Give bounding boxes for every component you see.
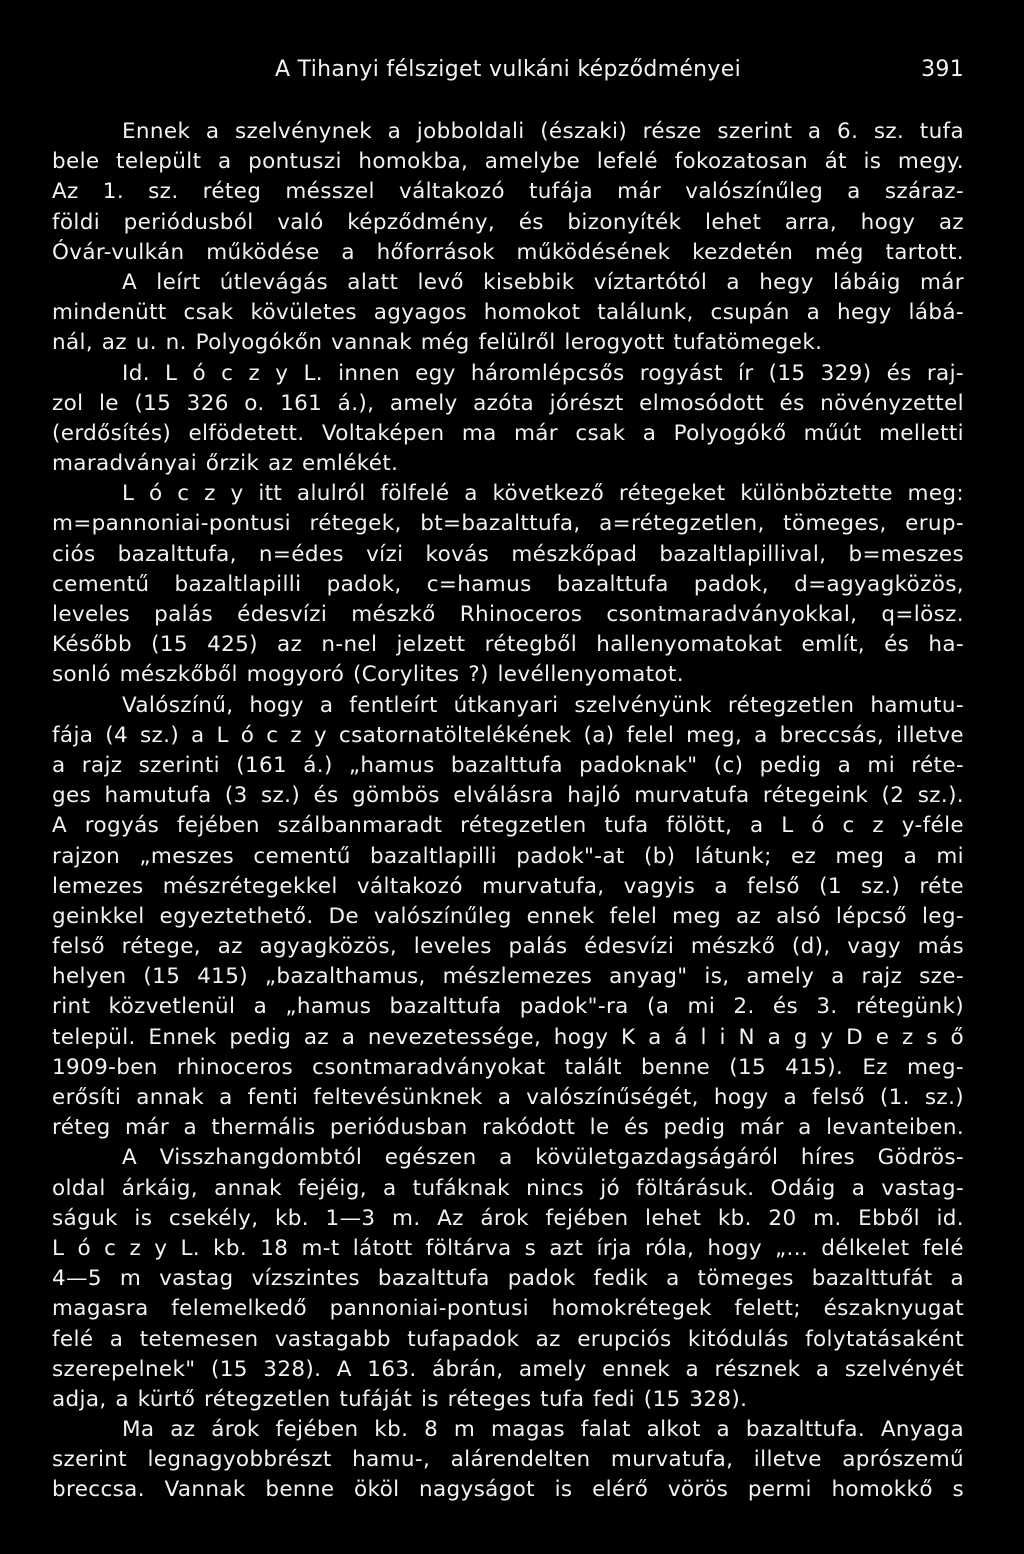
text-line: bele települt a pontuszi homokba, amelybe lefelé fokozatosan át is megy. xyxy=(52,149,964,175)
text-line: Az 1. sz. réteg mésszel váltakozó tufája már valószínűleg a száraz- xyxy=(52,179,964,205)
body-text xyxy=(52,117,964,1506)
text-line: Ennek a szelvénynek a jobboldali (északi) része szerint a 6. sz. tufa xyxy=(122,119,964,144)
text-line: erősíti annak a fenti feltevésünknek a valószínűségét, hogy a felső (1. sz.) xyxy=(52,1085,964,1110)
text-line: sonló mészkőből mogyoró (Corylites ?) levéllenyomatot. xyxy=(52,662,684,688)
text-line: L ó c z y itt alulról fölfelé a következő rétegeket különböztette meg: xyxy=(122,481,964,507)
text-line: mindenütt csak kövületes agyagos homokot találunk, csupán a hegy lábá- xyxy=(52,300,964,326)
text-line: cementű bazaltlapilli padok, c=hamus bazalttufa padok, d=agyagközös, xyxy=(52,571,964,597)
text-line: 1909-ben rhinoceros csontmaradványokat talált benne (15 415). Ez meg- xyxy=(52,1054,964,1080)
text-line: felső rétege, az agyagközös, leveles palás édesvízi mészkő (d), vagy más xyxy=(52,934,964,960)
text-line: nál, az u. n. Polyogókőn vannak még felülről lerogyott tufatömegek. xyxy=(52,330,823,356)
text-line: ges hamutufa (3 sz.) és gömbös elválásra hajló murvatufa rétegeink (2 sz.). xyxy=(52,783,964,809)
text-line: breccsa. Vannak benne ököl nagyságot is elérő vörös permi homokkő s xyxy=(52,1477,964,1503)
text-line: lemezes mészrétegekkel váltakozó murvatufa, vagyis a felső (1 sz.) réte xyxy=(52,873,964,899)
text-line: Óvár-vulkán működése a hőforrások működésének kezdetén még tartott. xyxy=(52,239,964,265)
text-line: rajzon „meszes cementű bazaltlapilli padok"-at (b) látunk; ez meg a mi xyxy=(52,843,964,869)
text-line: magasra felemelkedő pannoniai-pontusi homokrétegek felett; északnyugat xyxy=(52,1296,964,1322)
page-header xyxy=(52,57,964,91)
text-line: helyen (15 415) „bazalthamus, mészlemezes anyag" is, amely a rajz sze- xyxy=(52,964,964,990)
text-line: Valószínű, hogy a fentleírt útkanyari szelvényünk rétegzetlen hamutu- xyxy=(122,692,964,718)
text-line: A rogyás fejében szálbanmaradt rétegzetlen tufa fölött, a L ó c z y-féle xyxy=(52,813,964,839)
running-title: A Tihanyi félsziget vulkáni képződményei xyxy=(274,57,741,82)
text-line: adja, a kürtő rétegzetlen tufáját is réteges tufa fedi (15 328). xyxy=(52,1386,748,1412)
text-line: ciós bazalttufa, n=édes vízi kovás mészkőpad bazaltlapillival, b=meszes xyxy=(52,541,964,567)
text-line: Később (15 425) az n-nel jelzett rétegből hallenyomatokat említ, és ha- xyxy=(52,632,964,658)
text-line: rint közvetlenül a „hamus bazalttufa padok"-ra (a mi 2. és 3. rétegünk) xyxy=(52,994,964,1020)
text-line: (erdősítés) elfödetett. Voltaképen ma már csak a Polyogókő műút melletti xyxy=(52,420,964,446)
text-line: A Visszhangdombtól egészen a kövületgazdagságáról híres Gödrös- xyxy=(122,1145,964,1171)
text-line: szerepelnek" (15 328). A 163. ábrán, amely ennek a résznek a szelvényét xyxy=(52,1356,964,1382)
text-line: a rajz szerinti (161 á.) „hamus bazalttufa padoknak" (c) pedig a mi réte- xyxy=(52,752,964,778)
text-line: réteg már a thermális periódusban rakódott le és pedig már a levanteiben. xyxy=(52,1115,964,1141)
page-number: 391 xyxy=(921,57,964,82)
text-line: szerint legnagyobbrészt hamu-, alárendelten murvatufa, illetve aprószemű xyxy=(52,1447,964,1473)
text-line: A leírt útlevágás alatt levő kisebbik víztartótól a hegy lábáig már xyxy=(122,269,964,295)
text-line: L ó c z y L. kb. 18 m-t látott föltárva s azt írja róla, hogy „... délkelet felé xyxy=(52,1235,964,1261)
text-line: Id. L ó c z y L. innen egy háromlépcsős rogyást ír (15 329) és raj- xyxy=(122,360,964,386)
text-line: földi periódusból való képződmény, és bizonyíték lehet arra, hogy az xyxy=(52,209,964,235)
text-line: oldal árkáig, annak fejéig, a tufáknak nincs jó föltárásuk. Odáig a vastag- xyxy=(52,1175,964,1201)
text-line: geinkkel egyeztethető. De valószínűleg ennek felel meg az alsó lépcső leg- xyxy=(52,903,964,929)
text-line: ságuk is csekély, kb. 1—3 m. Az árok fejében lehet kb. 20 m. Ebből id. xyxy=(52,1205,964,1231)
text-line: Ma az árok fejében kb. 8 m magas falat alkot a bazalttufa. Anyaga xyxy=(122,1417,964,1443)
text-line: fája (4 sz.) a L ó c z y csatornatöltelékének (a) felel meg, a breccsás, illetve xyxy=(52,722,964,748)
text-line: m=pannoniai-pontusi rétegek, bt=bazalttufa, a=rétegzetlen, tömeges, erup- xyxy=(52,511,964,537)
text-line: felé a tetemesen vastagabb tufapadok az erupciós kitódulás folytatásaként xyxy=(52,1326,964,1352)
text-line: zol le (15 326 o. 161 á.), amely azóta jórészt elmosódott és növényzettel xyxy=(52,390,964,416)
text-line: leveles palás édesvízi mészkő Rhinoceros csontmaradványokkal, q=lösz. xyxy=(52,602,964,627)
text-line: maradványai őrzik az emlékét. xyxy=(52,451,399,477)
text-line: 4—5 m vastag vízszintes bazalttufa padok fedik a tömeges bazalttufát a xyxy=(52,1266,964,1292)
text-line: települ. Ennek pedig az a nevezetessége, hogy K a á l i N a g y D e z s ő xyxy=(52,1024,964,1050)
